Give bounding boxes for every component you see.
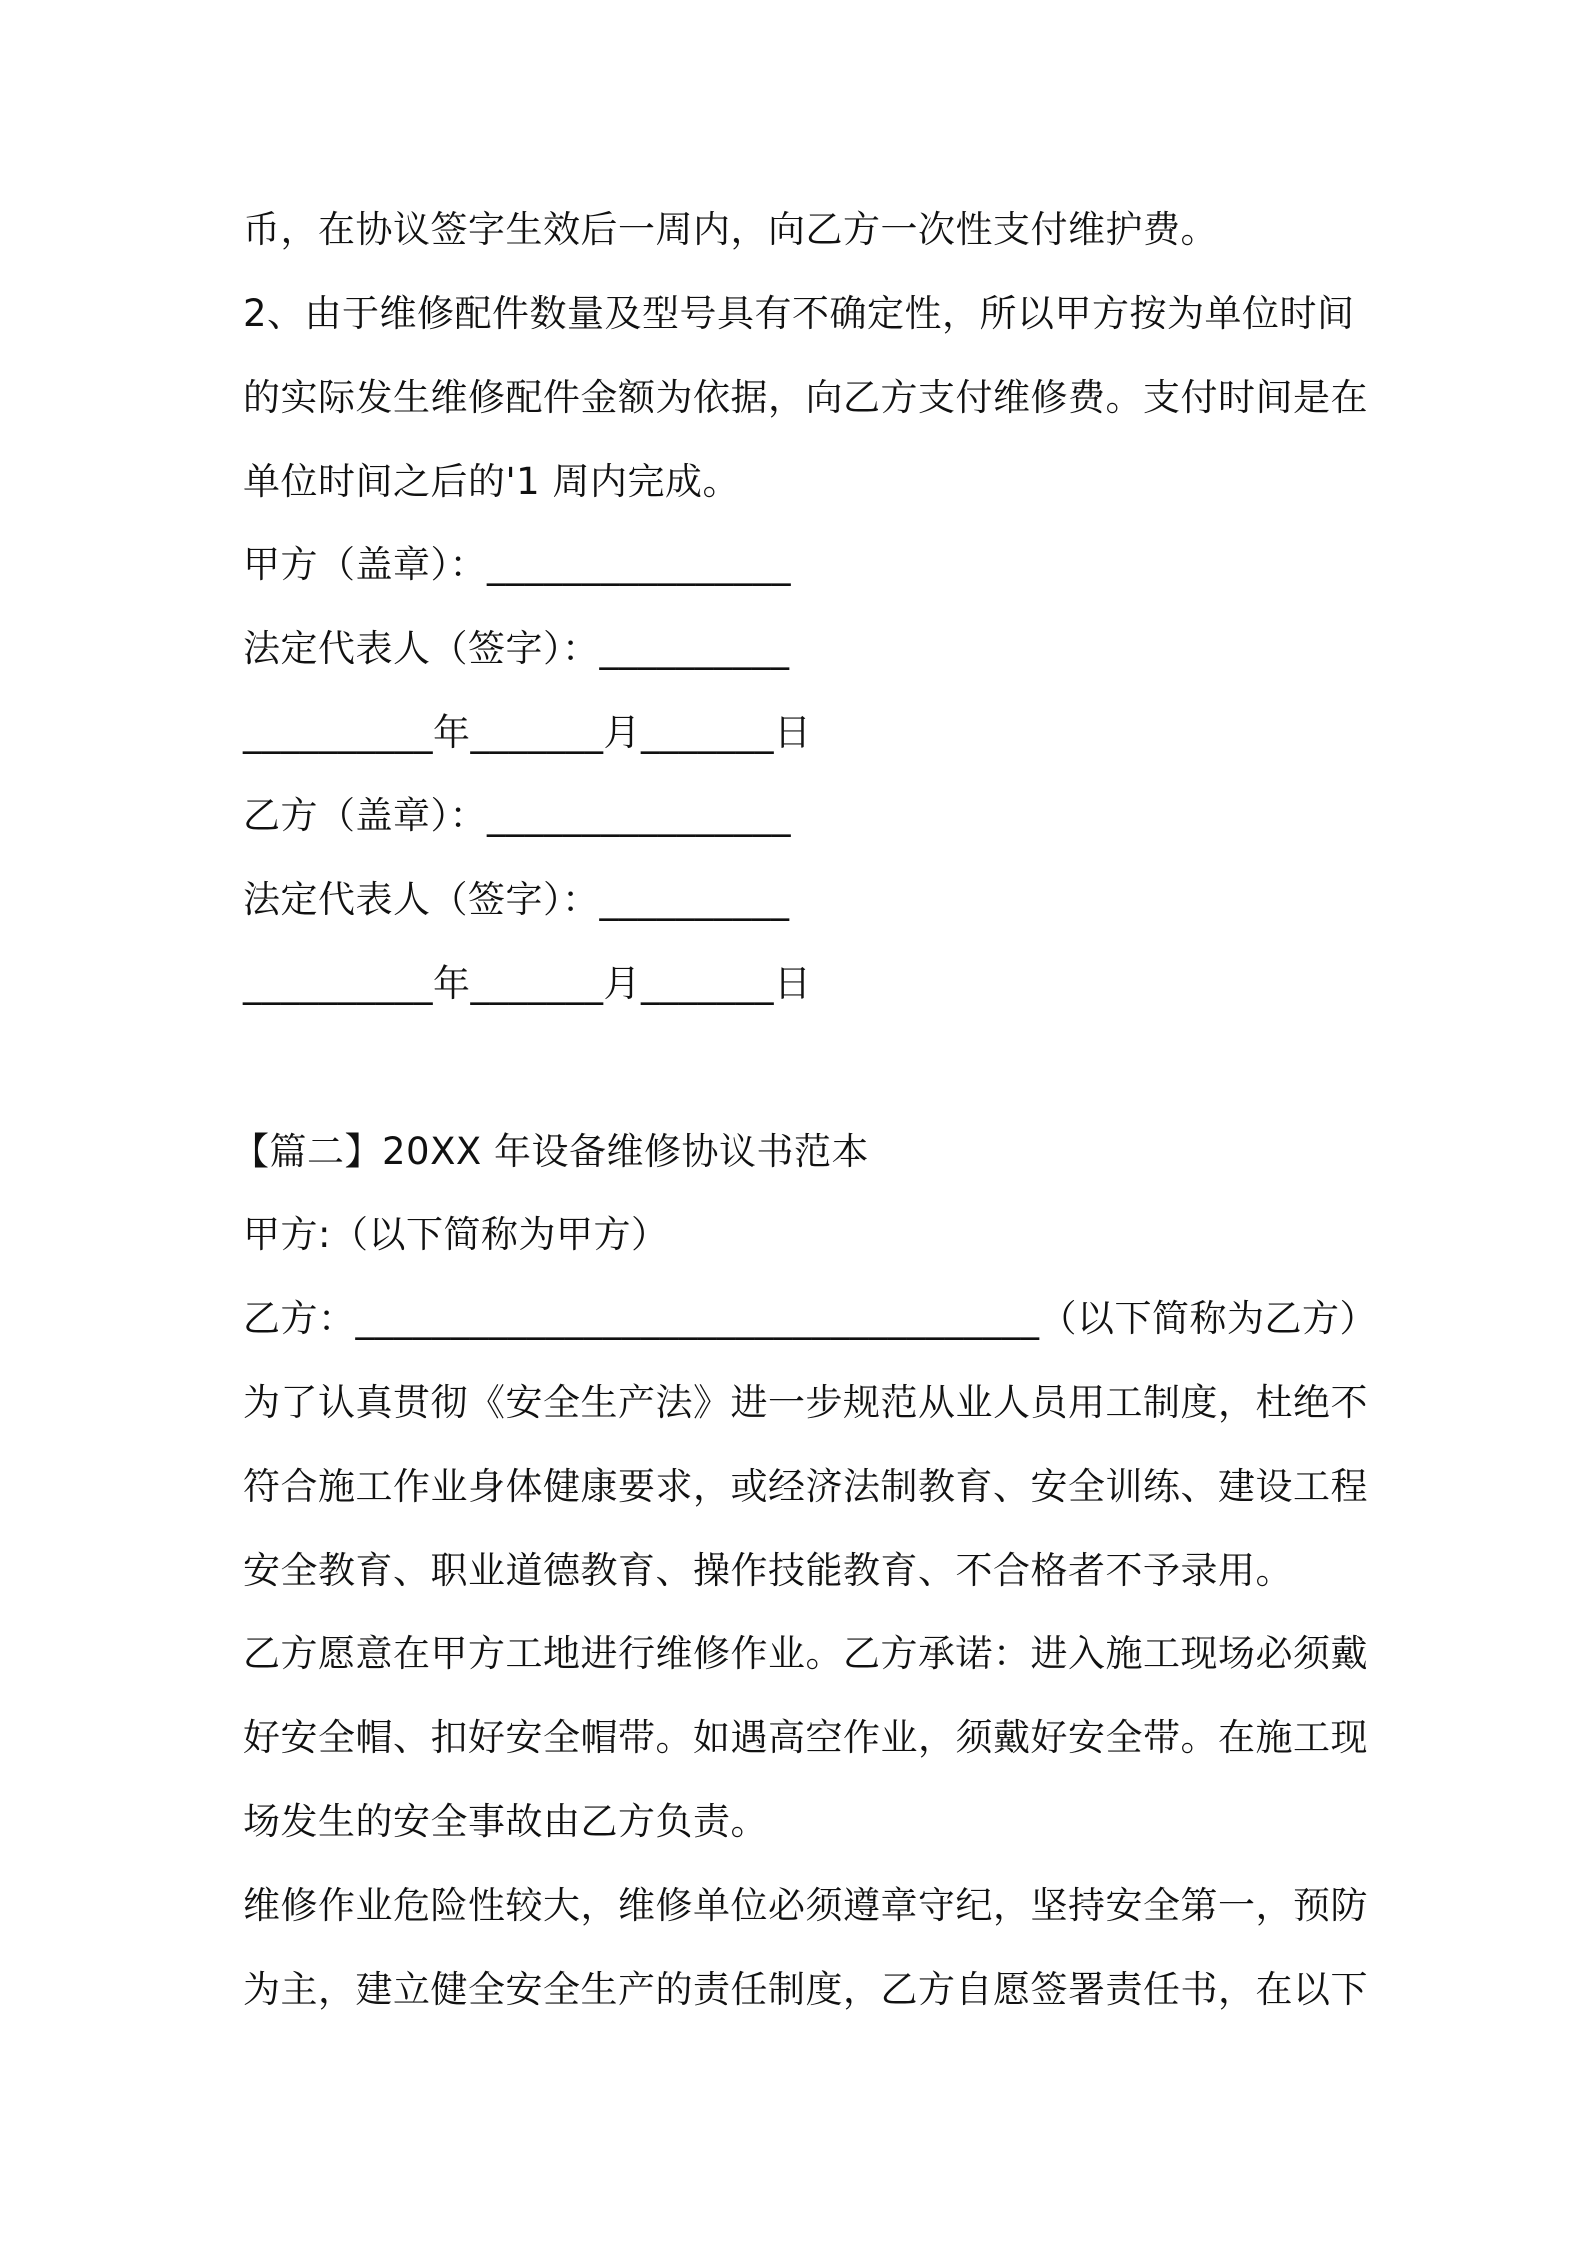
paragraph-line-5: 为了认真贯彻《安全生产法》进一步规范从业人员用工制度，杜绝不 bbox=[243, 1381, 1368, 1424]
paragraph-line-10: 场发生的安全事故由乙方负责。 bbox=[243, 1800, 768, 1843]
paragraph-line-4: 单位时间之后的'1 周内完成。 bbox=[243, 460, 740, 503]
paragraph-line-9: 好安全帽、扣好安全帽带。如遇高空作业，须戴好安全带。在施工现 bbox=[243, 1716, 1368, 1759]
paragraph-line-3: 的实际发生维修配件金额为依据，向乙方支付维修费。支付时间是在 bbox=[243, 376, 1368, 419]
paragraph-line-1: 币，在协议签字生效后一周内，向乙方一次性支付维护费。 bbox=[243, 208, 1218, 251]
paragraph-line-12: 为主，建立健全安全生产的责任制度，乙方自愿签署责任书，在以下 bbox=[243, 1968, 1368, 2011]
party-a-date-line: __________年_______月_______日 bbox=[243, 711, 812, 754]
party-b-seal-line: 乙方（盖章）：________________ bbox=[243, 794, 791, 837]
paragraph-line-11: 维修作业危险性较大，维修单位必须遵章守纪，坚持安全第一，预防 bbox=[243, 1884, 1368, 1927]
paragraph-line-8: 乙方愿意在甲方工地进行维修作业。乙方承诺：进入施工现场必须戴 bbox=[243, 1632, 1368, 1675]
party-b-date-line: __________年_______月_______日 bbox=[243, 962, 812, 1005]
party-a-seal-line: 甲方（盖章）：________________ bbox=[243, 543, 791, 586]
paragraph-line-2: 2、由于维修配件数量及型号具有不确定性，所以甲方按为单位时间 bbox=[243, 292, 1355, 335]
party-a-representative-line: 法定代表人（签字）：__________ bbox=[243, 627, 790, 670]
party-b-representative-line: 法定代表人（签字）：__________ bbox=[243, 878, 790, 921]
paragraph-line-6: 符合施工作业身体健康要求，或经济法制教育、安全训练、建设工程 bbox=[243, 1465, 1368, 1508]
paragraph-line-7: 安全教育、职业道德教育、操作技能教育、不合格者不予录用。 bbox=[243, 1549, 1293, 1592]
party-b-definition: 乙方：____________________________________（以下简称为乙方） bbox=[243, 1297, 1377, 1340]
party-a-definition: 甲方:（以下简称为甲方） bbox=[243, 1213, 669, 1256]
section-heading: 【篇二】20XX 年设备维修协议书范本 bbox=[232, 1130, 870, 1173]
